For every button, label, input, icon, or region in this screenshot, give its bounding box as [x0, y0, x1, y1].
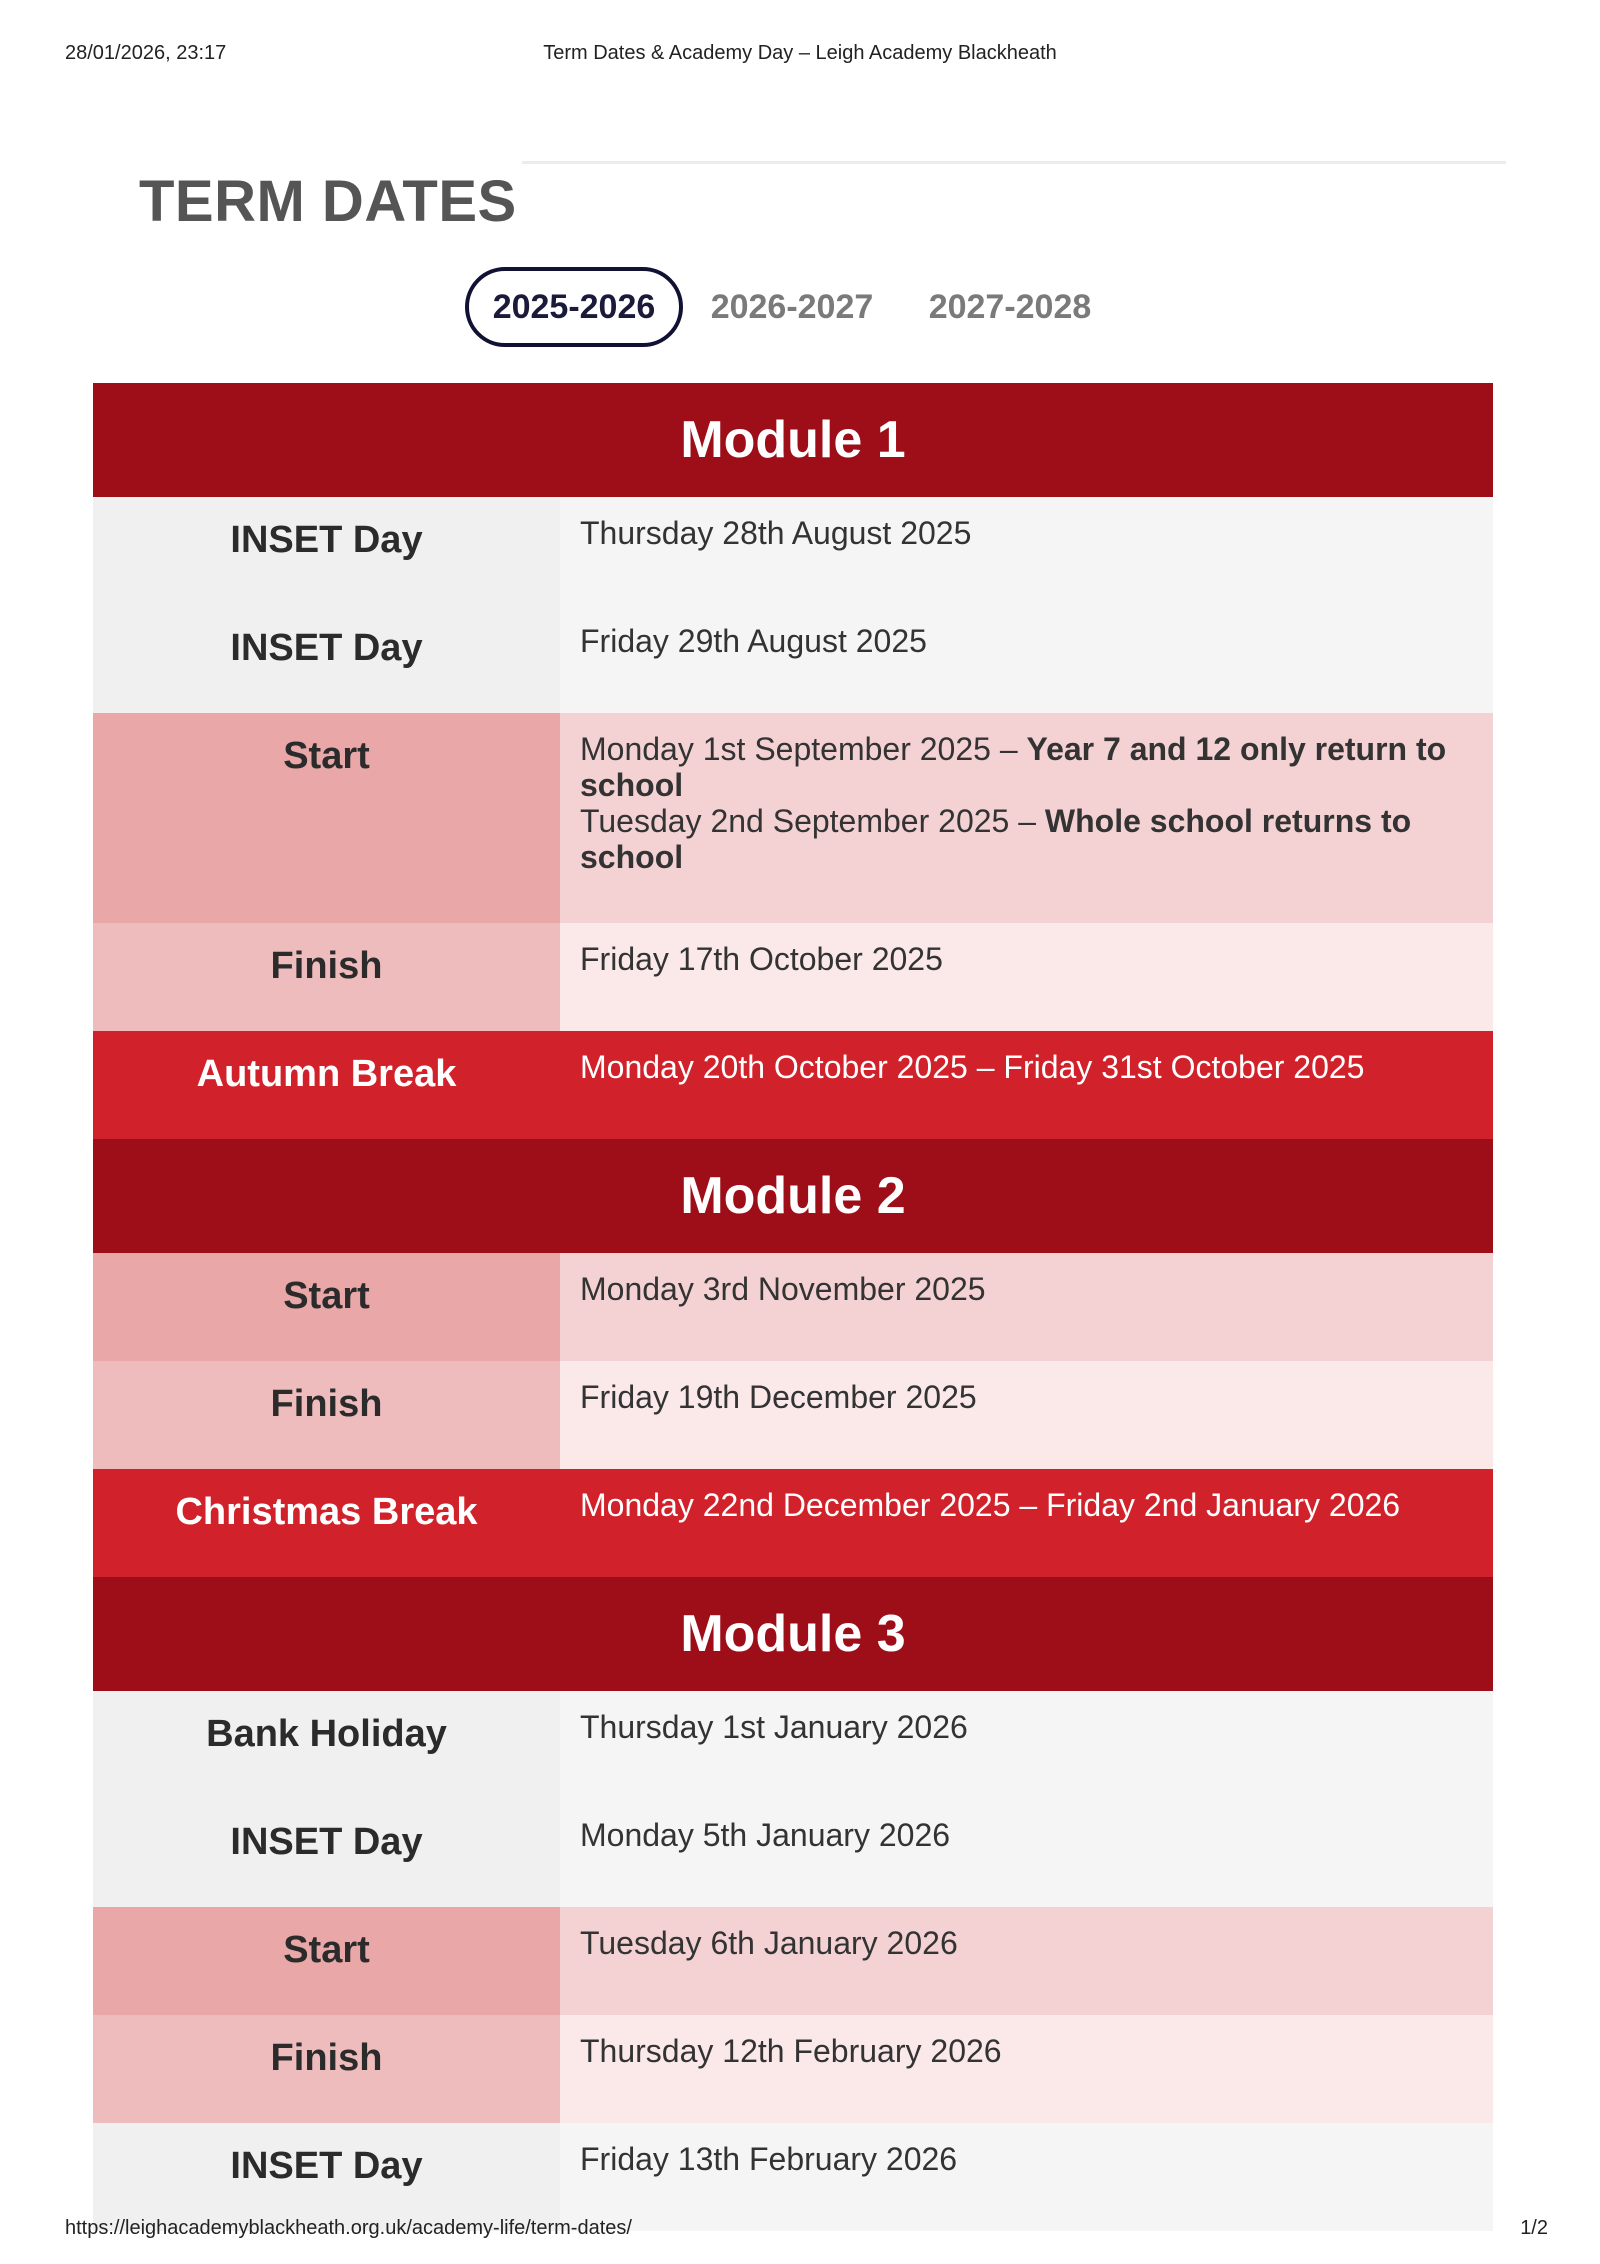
print-footer-url: https://leighacademyblackheath.org.uk/academy-life/term-dates/ [65, 2217, 632, 2239]
table-row [93, 1799, 1493, 1907]
table-row [93, 1691, 1493, 1799]
table-row [93, 1907, 1493, 2015]
page-title: TERM DATES [139, 169, 517, 234]
row-label: INSET Day [93, 1799, 560, 1907]
table-row [93, 1253, 1493, 1361]
print-datetime: 28/01/2026, 23:17 [65, 42, 227, 64]
print-page-title: Term Dates & Academy Day – Leigh Academy Blackheath [543, 42, 1057, 64]
row-value: Friday 13th February 2026 [560, 2123, 1493, 2231]
module-header: Module 3 [93, 1577, 1493, 1691]
start-line-2-text: Tuesday 2nd September 2025 – [580, 803, 1045, 839]
print-page-number: 1/2 [1520, 2217, 1548, 2239]
row-label: Start [93, 713, 560, 923]
tab-2025-2026[interactable]: 2025-2026 [465, 267, 683, 347]
table-row [93, 713, 1493, 923]
row-value: Friday 19th December 2025 [560, 1361, 1493, 1469]
table-row [93, 1469, 1493, 1577]
row-label: Bank Holiday [93, 1691, 560, 1799]
term-dates-table [93, 383, 1493, 2231]
row-label: INSET Day [93, 605, 560, 713]
start-line-1-emphasis: Year 7 and 12 only return to school [580, 731, 1447, 803]
row-value [560, 713, 1493, 923]
table-row [93, 605, 1493, 713]
tab-2026-2027[interactable]: 2026-2027 [710, 287, 874, 326]
row-value: Monday 20th October 2025 – Friday 31st October 2025 [560, 1031, 1493, 1139]
row-value: Friday 17th October 2025 [560, 923, 1493, 1031]
year-tabs [465, 264, 1119, 350]
row-label: Finish [93, 2015, 560, 2123]
module-header: Module 2 [93, 1139, 1493, 1253]
module-header: Module 1 [93, 383, 1493, 497]
row-value: Monday 22nd December 2025 – Friday 2nd January 2026 [560, 1469, 1493, 1577]
row-label: INSET Day [93, 497, 560, 605]
row-value: Tuesday 6th January 2026 [560, 1907, 1493, 2015]
table-row [93, 2015, 1493, 2123]
row-label: Finish [93, 1361, 560, 1469]
row-label: Start [93, 1253, 560, 1361]
start-line-1-text: Monday 1st September 2025 – [580, 731, 1027, 767]
table-row [93, 923, 1493, 1031]
row-label: INSET Day [93, 2123, 560, 2231]
table-row [93, 497, 1493, 605]
row-label: Autumn Break [93, 1031, 560, 1139]
row-label: Finish [93, 923, 560, 1031]
divider-line [522, 161, 1506, 164]
start-line-2-emphasis: Whole school returns to school [580, 803, 1412, 875]
row-label: Christmas Break [93, 1469, 560, 1577]
row-value: Thursday 28th August 2025 [560, 497, 1493, 605]
row-label: Start [93, 1907, 560, 2015]
row-value: Monday 3rd November 2025 [560, 1253, 1493, 1361]
table-row [93, 2123, 1493, 2231]
row-value: Friday 29th August 2025 [560, 605, 1493, 713]
table-row [93, 1031, 1493, 1139]
table-row [93, 1361, 1493, 1469]
row-value: Thursday 12th February 2026 [560, 2015, 1493, 2123]
tab-2027-2028[interactable]: 2027-2028 [928, 287, 1092, 326]
row-value: Monday 5th January 2026 [560, 1799, 1493, 1907]
row-value: Thursday 1st January 2026 [560, 1691, 1493, 1799]
